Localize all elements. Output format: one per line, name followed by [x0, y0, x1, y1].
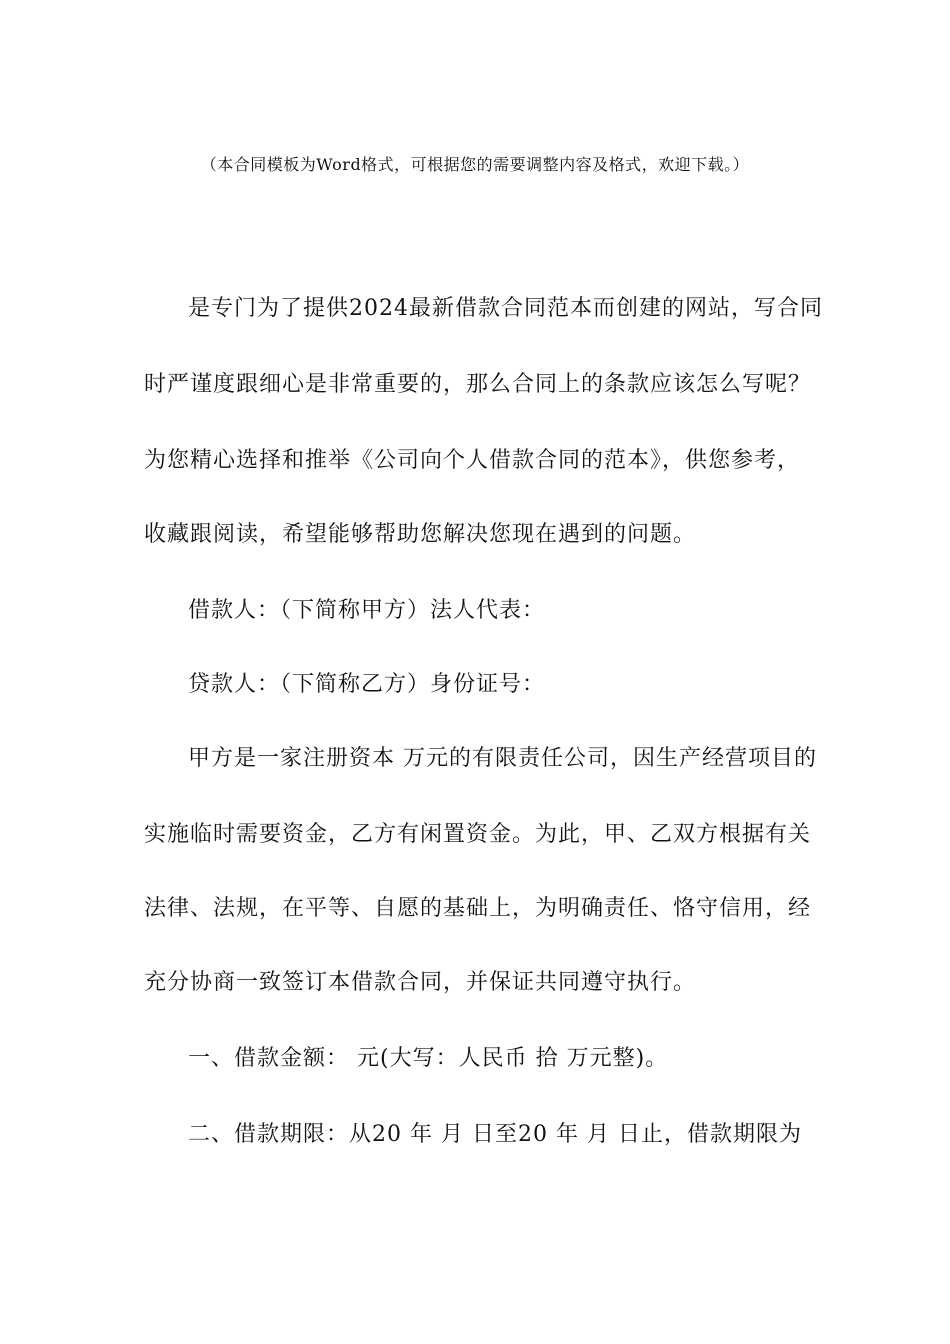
- preamble-line-4: 充分协商一致签订本借款合同，并保证共同遵守执行。: [144, 970, 697, 995]
- preamble-line-3: 法律、法规，在平等、自愿的基础上，为明确责任、恪守信用，经: [144, 896, 812, 921]
- clause-term: 二、借款期限：从20 年 月 日至20 年 月 日止，借款期限为: [188, 1122, 802, 1147]
- template-note: （本合同模板为Word格式，可根据您的需要调整内容及格式，欢迎下载。）: [200, 155, 750, 174]
- preamble-line-2: 实施临时需要资金，乙方有闲置资金。为此，甲、乙双方根据有关: [144, 822, 812, 847]
- intro-line-3: 为您精心选择和推举《公司向个人借款合同的范本》，供您参考，: [144, 448, 801, 473]
- preamble-line-1: 甲方是一家注册资本 万元的有限责任公司，因生产经营项目的: [188, 746, 817, 771]
- intro-line-1: 是专门为了提供2024最新借款合同范本而创建的网站，写合同: [188, 296, 823, 321]
- clause-amount: 一、借款金额： 元(大写：人民币 拾 万元整)。: [188, 1046, 669, 1071]
- intro-line-4: 收藏跟阅读，希望能够帮助您解决您现在遇到的问题。: [144, 522, 697, 547]
- lender-line: 贷款人：（下简称乙方）身份证号：: [188, 672, 546, 697]
- borrower-line: 借款人：（下简称甲方）法人代表：: [188, 598, 546, 623]
- intro-line-2: 时严谨度跟细心是非常重要的，那么合同上的条款应该怎么写呢？: [144, 372, 812, 397]
